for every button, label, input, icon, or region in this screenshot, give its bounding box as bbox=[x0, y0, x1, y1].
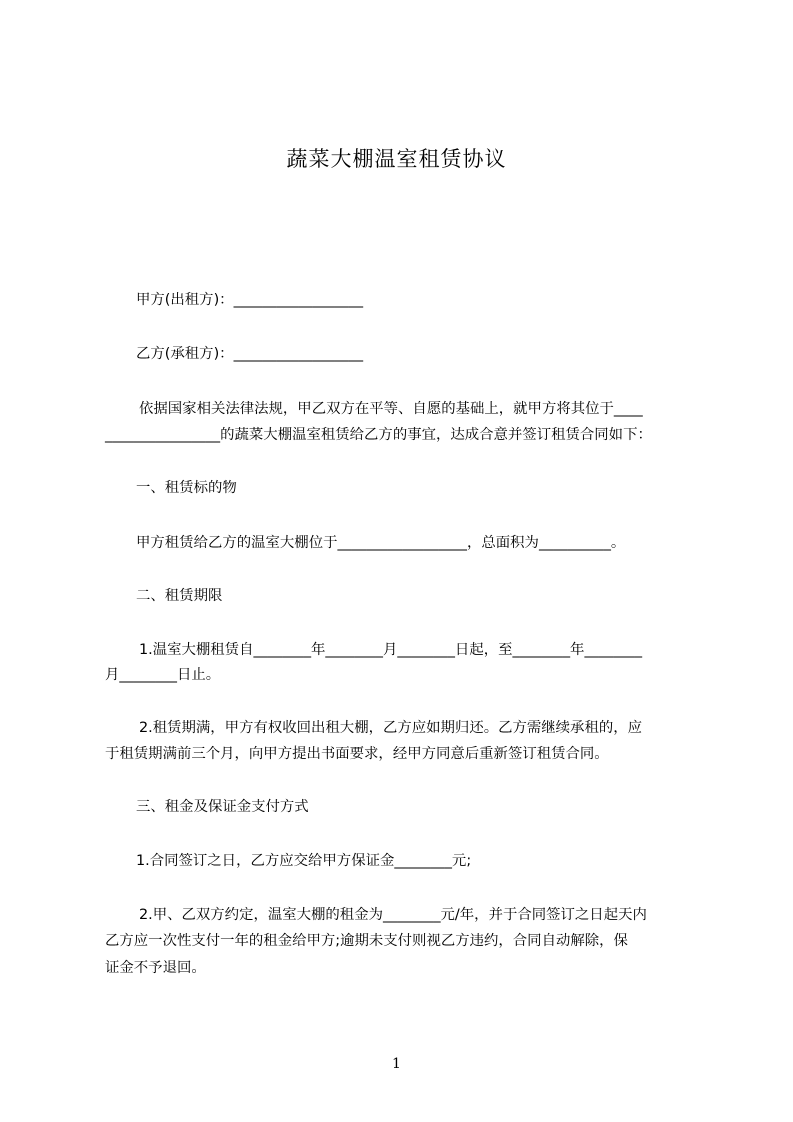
section-2-item-2-line-1: 2.租赁期满，甲方有权收回出租大棚，乙方应如期归还。乙方需继续承租的，应 bbox=[139, 720, 643, 736]
section-3-heading: 三、租金及保证金支付方式 bbox=[136, 799, 309, 815]
section-3-item-2-line-1: 2.甲、乙双方约定，温室大棚的租金为________元/年，并于合同签订之日起天内 bbox=[139, 907, 647, 923]
section-1-text: 甲方租赁给乙方的温室大棚位于__________________，总面积为__________。 bbox=[136, 535, 626, 551]
page-number: 1 bbox=[392, 1056, 401, 1072]
section-3-item-1: 1.合同签订之日，乙方应交给甲方保证金________元; bbox=[136, 853, 472, 869]
preamble-line-2: ________________的蔬菜大棚温室租赁给乙方的事宜，达成合意并签订租赁合同如下： bbox=[105, 427, 652, 443]
section-2-item-1-line-2: 月________日止。 bbox=[105, 667, 221, 683]
party-b-line: 乙方(承租方)：__________________ bbox=[136, 346, 364, 362]
preamble-line-1: 依据国家相关法律法规，甲乙双方在平等、自愿的基础上，就甲方将其位于____ bbox=[139, 401, 643, 417]
section-3-item-2-line-3: 证金不予退回。 bbox=[105, 960, 206, 976]
party-a-line: 甲方(出租方)：__________________ bbox=[136, 292, 364, 308]
section-1-heading: 一、租赁标的物 bbox=[136, 480, 237, 496]
section-2-item-1-line-1: 1.温室大棚租赁自________年________月________日起，至________年________ bbox=[139, 642, 643, 658]
document-title: 蔬菜大棚温室租赁协议 bbox=[286, 147, 507, 171]
section-2-heading: 二、租赁期限 bbox=[136, 588, 223, 604]
section-3-item-2-line-2: 乙方应一次性支付一年的租金给甲方;逾期未支付则视乙方违约，合同自动解除，保 bbox=[105, 933, 628, 949]
section-2-item-2-line-2: 于租赁期满前三个月，向甲方提出书面要求，经甲方同意后重新签订租赁合同。 bbox=[105, 746, 609, 762]
